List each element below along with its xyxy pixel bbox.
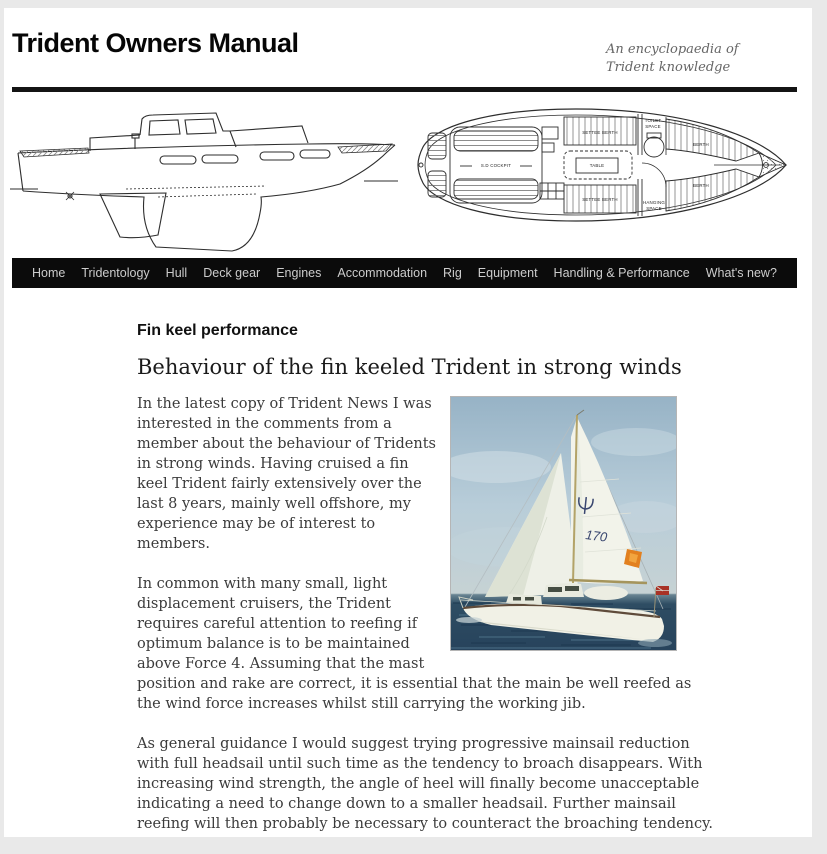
cabin-profile: [90, 113, 330, 164]
nav-item-tridentology[interactable]: Tridentology: [81, 266, 150, 280]
plan-galley: [540, 127, 564, 199]
plan-label-table: TABLE: [589, 163, 605, 168]
sailboat-photo-image: [451, 397, 676, 650]
plan-label-cockpit: S.D COCKPIT: [480, 163, 512, 168]
section-title: Fin keel performance: [137, 322, 298, 339]
nav-item-deck-gear[interactable]: Deck gear: [203, 266, 261, 280]
article-paragraph-2: In common with many small, light displacement cruisers, the Trident requires careful attention to reefing if optimum balance is to be maintained above Force 4. Assuming that the mast position and rake are correct, it is essential that the main be well reefed as the wind force increases whilst still carrying the working jib.: [137, 576, 692, 712]
nav-item-handling-performance[interactable]: Handling & Performance: [553, 266, 690, 280]
site-tagline: An encyclopaedia of Trident knowledge: [606, 42, 739, 76]
plan-label-toilet-1: TOILET: [644, 118, 662, 123]
deck-plan-drawing-image: [414, 103, 806, 233]
plan-label-toilet-2: SPACE: [645, 124, 661, 129]
nav-item-whats-new[interactable]: What's new?: [705, 266, 777, 280]
plan-label-hanging-1: HANGING: [643, 200, 665, 205]
article-paragraph-3: As general guidance I would suggest trying progressive mainsail reduction with full headsail until such time as the tendency to broach disappears. With increasing wind strength, the angle of heel will finally become unacceptable indicating a need to change down to a smaller headsail. Further mainsail reefing will then probably be necessary to counteract the broaching tendency.: [137, 736, 714, 832]
main-nav: [12, 258, 797, 288]
side-profile-drawing-image: [8, 101, 400, 253]
article-paragraph-1: In the latest copy of Trident News I was interested in the comments from a member about the behaviour of Tridents in strong winds. Having cruised a fin keel Trident fairly extensively over the last 8 years, mainly well offshore, my experience may be of interest to members.: [137, 396, 436, 552]
nav-item-accommodation[interactable]: Accommodation: [337, 266, 428, 280]
plan-label-settee-bottom: SETTEE BERTH: [582, 197, 618, 202]
plan-label-berth-bottom: BERTH: [693, 183, 709, 188]
plan-label-berth-top: BERTH: [693, 142, 709, 147]
nav-item-rig[interactable]: Rig: [443, 266, 462, 280]
nav-item-engines[interactable]: Engines: [276, 266, 322, 280]
header-divider: [12, 87, 797, 92]
sailboat-photo: [450, 396, 677, 651]
nav-item-hull[interactable]: Hull: [165, 266, 188, 280]
nav-item-equipment[interactable]: Equipment: [477, 266, 538, 280]
plan-label-settee-top: SETTEE BERTH: [582, 130, 618, 135]
site-title: Trident Owners Manual: [12, 28, 299, 58]
page: [4, 8, 812, 837]
article-body: [137, 394, 717, 834]
hull-profile: [10, 144, 398, 251]
article-heading: Behaviour of the fin keeled Trident in strong winds: [137, 355, 682, 379]
article-content: [137, 288, 717, 854]
plan-label-hanging-2: SPACE: [646, 206, 662, 211]
nav-item-home[interactable]: Home: [32, 266, 66, 280]
sail-number: 170: [584, 527, 609, 545]
banner-drawings: [4, 95, 812, 255]
